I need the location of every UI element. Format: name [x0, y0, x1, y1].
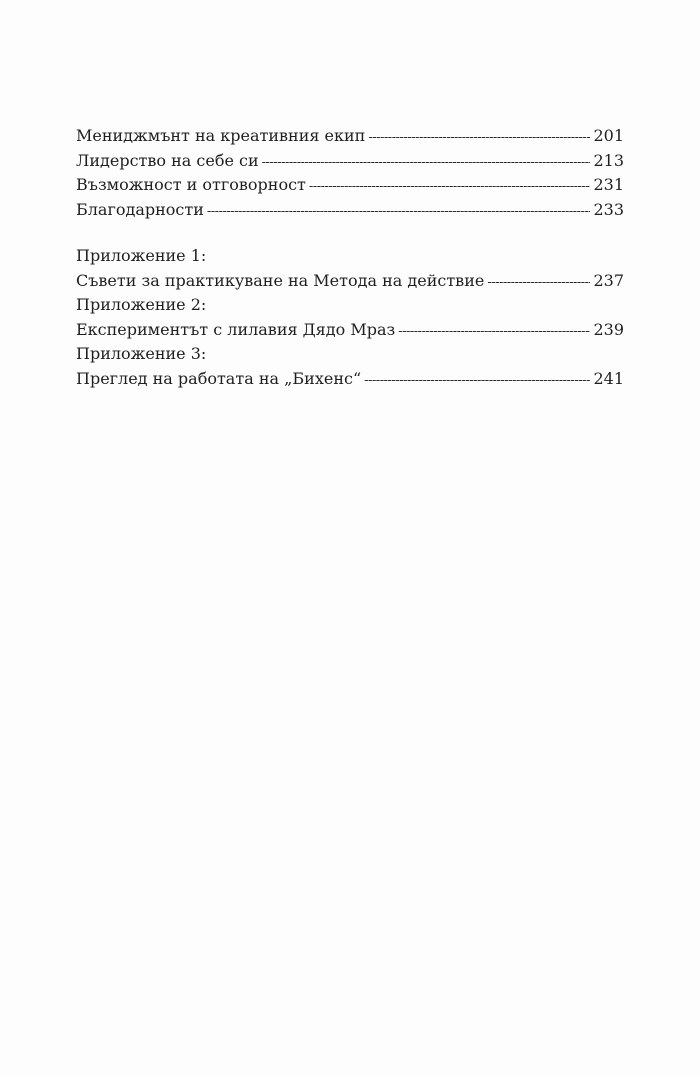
dot-leader — [364, 369, 590, 394]
toc-entry — [76, 198, 624, 223]
toc-entry-page: 201 — [593, 126, 624, 145]
toc-entry-title: Лидерство на себе си — [76, 150, 259, 170]
table-of-contents — [76, 124, 624, 391]
toc-entry — [76, 318, 624, 343]
toc-entry — [76, 269, 624, 294]
dot-leader — [487, 271, 590, 296]
toc-entry-title: Мениджмънт на креативния екип — [76, 126, 366, 145]
toc-entry-page: 233 — [593, 199, 624, 219]
toc-entry-page: 241 — [593, 368, 624, 388]
toc-appendices — [76, 244, 624, 391]
dot-leader — [398, 320, 590, 345]
toc-entry-title: Съвети за практикуване на Метода на действие — [76, 270, 485, 290]
toc-entry-page: 213 — [593, 150, 624, 170]
toc-entry-title: Преглед на работата на „Бихенс“ — [76, 368, 362, 388]
toc-entry-page: 237 — [593, 270, 624, 290]
dot-leader — [207, 200, 591, 225]
appendix-heading: Приложение 1: — [76, 246, 207, 265]
toc-entry-page: 239 — [593, 319, 624, 339]
dot-leader — [309, 175, 591, 200]
dot-leader — [368, 126, 590, 151]
toc-entry-page: 231 — [593, 175, 624, 194]
toc-entry — [76, 173, 624, 198]
toc-chapters — [76, 124, 624, 222]
dot-leader — [262, 151, 591, 176]
toc-entry-title: Възможност и отговорност — [76, 175, 306, 194]
toc-entry — [76, 124, 624, 149]
appendix-heading: Приложение 2: — [76, 295, 207, 314]
toc-entry — [76, 149, 624, 174]
toc-entry-title: Експериментът с лилавия Дядо Мраз — [76, 319, 396, 339]
toc-entry-title: Благодарности — [76, 199, 204, 219]
toc-entry — [76, 367, 624, 392]
appendix-heading: Приложение 3: — [76, 344, 207, 363]
